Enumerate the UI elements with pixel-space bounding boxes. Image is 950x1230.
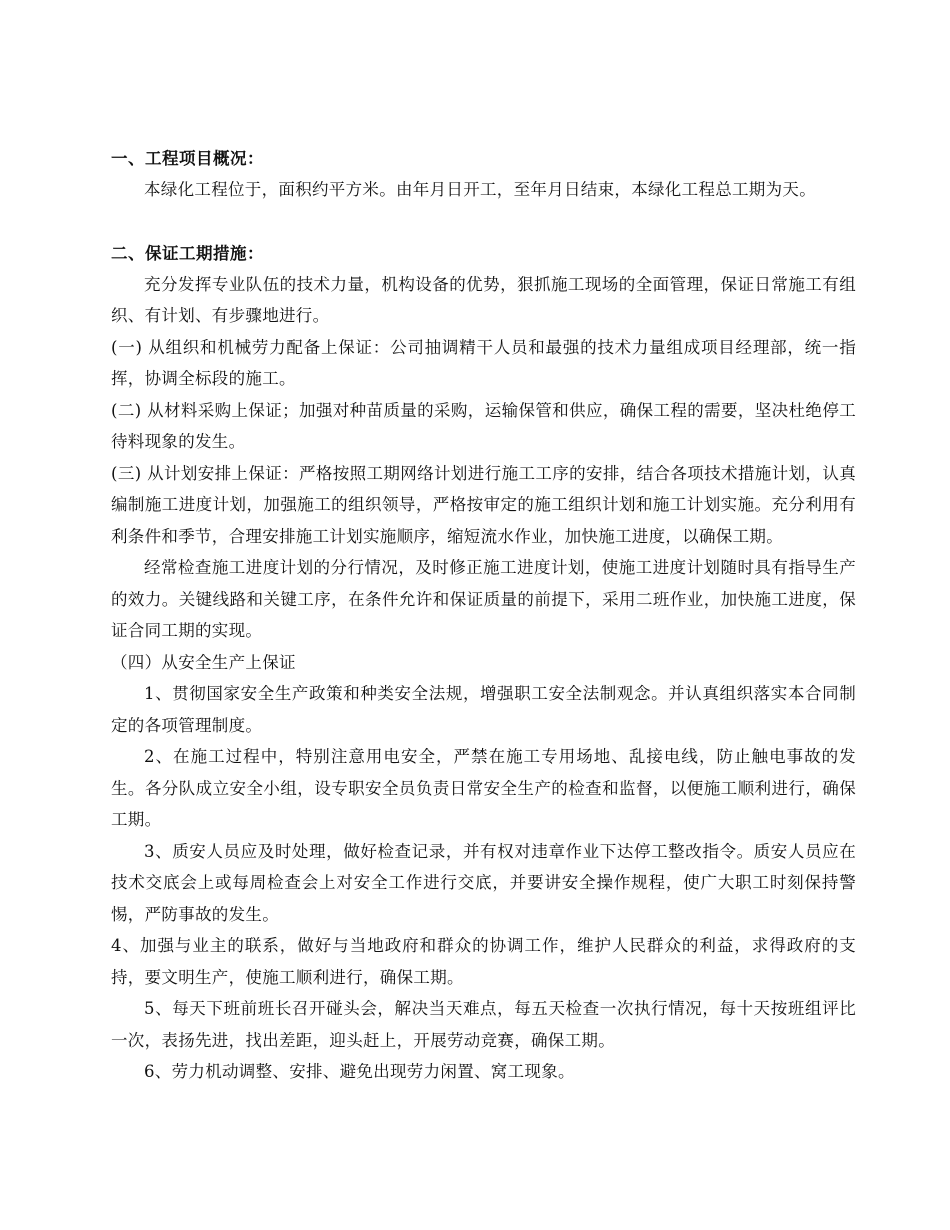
section-gap <box>111 206 856 238</box>
safety-item-5: 5、每天下班前班长召开碰头会，解决当天难点，每五天检查一次执行情况，每十天按班组评比一次，表扬先进，找出差距，迎头赶上，开展劳动竞赛，确保工期。 <box>111 999 856 1050</box>
safety-item-2: 2、在施工过程中，特别注意用电安全，严禁在施工专用场地、乱接电线，防止触电事故的发生。各分队成立安全小组，设专职安全员负责日常安全生产的检查和监督，以便施工顺利进行，确保工期。 <box>111 747 856 829</box>
section-heading-overview: 一、工程项目概况： <box>111 149 264 168</box>
measure-item-planning: (三) 从计划安排上保证：严格按照工期网络计划进行施工工序的安排，结合各项技术措施计划，认真编制施工进度计划，加强施工的组织领导，严格按审定的施工组织计划和施工计划实施。充分利用有利条件和季节，合理安排施工计划实施顺序，缩短流水作业，加快施工进度，以确保工期。 <box>111 463 856 546</box>
overview-paragraph: 本绿化工程位于，面积约平方米。由年月日开工，至年月日结束，本绿化工程总工期为天。 <box>144 180 816 199</box>
measure-item-safety: （四）从安全生产上保证 <box>111 652 296 672</box>
safety-item-6: 6、劳力机动调整、安排、避免出现劳力闲置、窝工现象。 <box>144 1062 575 1081</box>
measure-item-materials: (二) 从材料采购上保证；加强对种苗质量的采购，运输保管和供应，确保工程的需要，坚决杜绝停工待料现象的发生。 <box>111 400 856 451</box>
progress-check-paragraph: 经常检查施工进度计划的分行情况，及时修正施工进度计划，使施工进度计划随时具有指导生产的效力。关键线路和关键工序，在条件允许和保证质量的前提下，采用二班作业，加快施工进度，保证合同工期的实现。 <box>111 558 856 640</box>
section-heading-schedule-measures: 二、保证工期措施： <box>111 243 264 263</box>
schedule-intro-paragraph: 充分发挥专业队伍的技术力量，机构设备的优势，狠抓施工现场的全面管理，保证日常施工有组织、有计划、有步骤地进行。 <box>111 274 856 325</box>
safety-item-1: 1、贯彻国家安全生产政策和种类安全法规，增强职工安全法制观念。并认真组织落实本合同制定的各项管理制度。 <box>111 684 856 735</box>
safety-item-4: 4、加强与业主的联系，做好与当地政府和群众的协调工作，维护人民群众的利益，求得政府的支持，要文明生产，使施工顺利进行，确保工期。 <box>111 936 856 987</box>
measure-item-organization: (一) 从组织和机械劳力配备上保证：公司抽调精干人员和最强的技术力量组成项目经理部，统一指挥，协调全标段的施工。 <box>111 337 856 388</box>
safety-item-3: 3、质安人员应及时处理，做好检查记录，并有权对违章作业下达停工整改指令。质安人员应在技术交底会上或每周检查会上对安全工作进行交底，并要讲安全操作规程，使广大职工时刻保持警惕，严防事故的发生。 <box>111 841 856 924</box>
document-page <box>111 143 856 1088</box>
